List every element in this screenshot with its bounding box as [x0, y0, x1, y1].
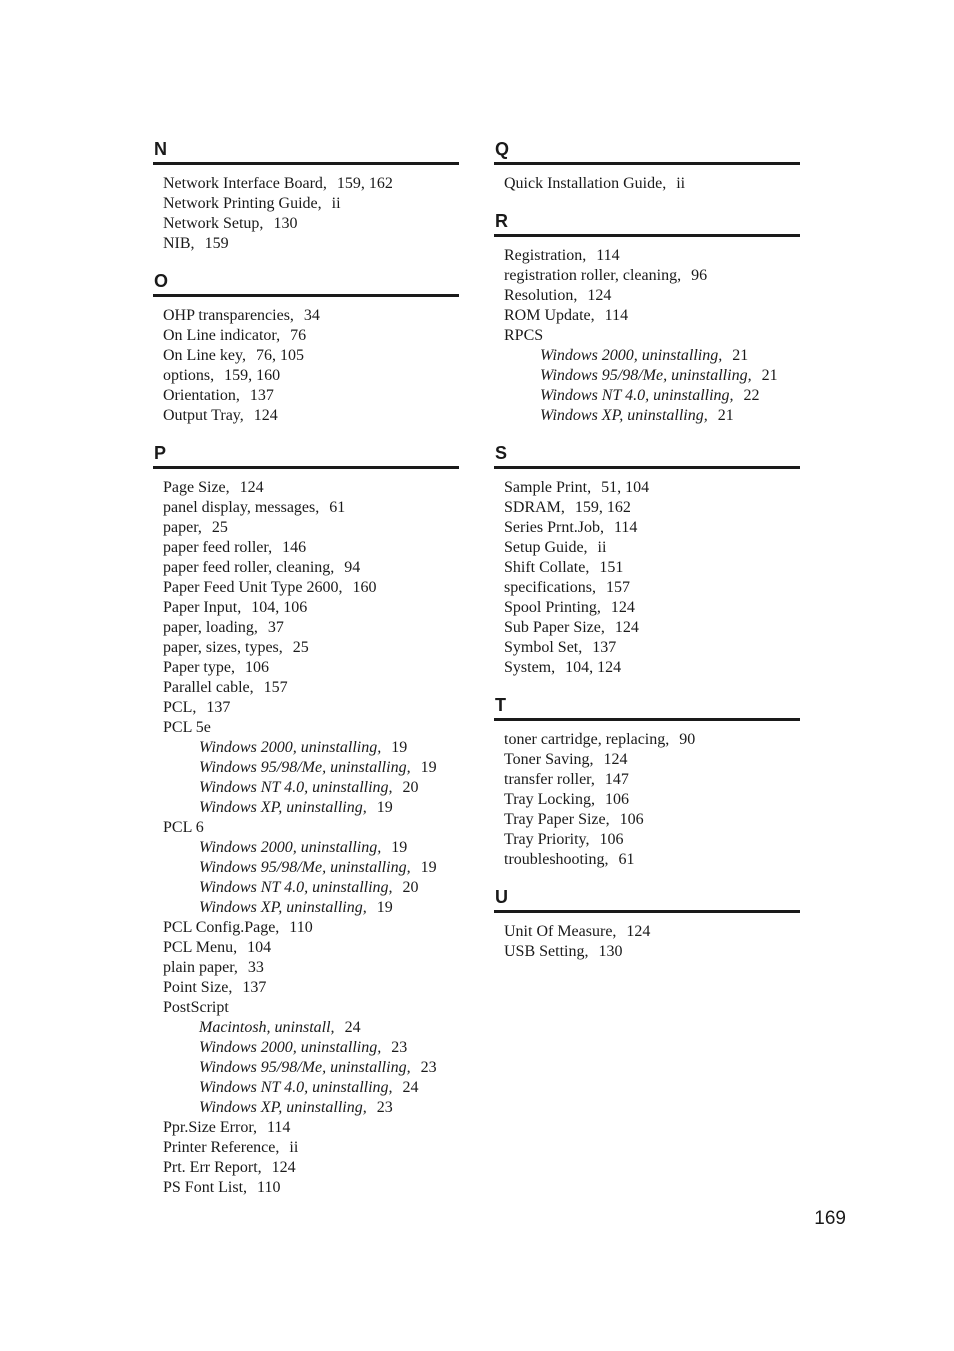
index-subentry: [153, 838, 459, 858]
index-term: paper feed roller, cleaning,: [163, 559, 335, 576]
index-column-right: [494, 138, 800, 978]
index-section: [494, 210, 800, 426]
index-page-ref: 25: [292, 639, 309, 656]
index-term: Windows NT 4.0, uninstalling,: [540, 387, 734, 404]
index-term: Point Size,: [163, 979, 233, 996]
index-entry: [494, 578, 800, 598]
index-subentry: [494, 406, 800, 426]
index-subentry: [153, 1018, 459, 1038]
index-page-ref: 104, 124: [565, 659, 622, 676]
index-page-ref: 51, 104: [601, 479, 650, 496]
index-term: plain paper,: [163, 959, 238, 976]
index-section: [153, 270, 459, 426]
index-entry: [153, 1158, 459, 1178]
index-entry: [153, 478, 459, 498]
index-term: Windows 2000, uninstalling,: [199, 839, 382, 856]
index-entry: [153, 638, 459, 658]
index-subentry: [153, 778, 459, 798]
index-entry: [153, 938, 459, 958]
index-term: Toner Saving,: [504, 751, 594, 768]
index-page-ref: 157: [263, 679, 288, 696]
index-page-ref: 124: [271, 1159, 296, 1176]
index-entry: [153, 386, 459, 406]
index-page-ref: 114: [596, 247, 620, 264]
index-page-ref: 33: [247, 959, 264, 976]
index-term: registration roller, cleaning,: [504, 267, 682, 284]
index-entry-list: [494, 237, 800, 426]
index-entry: [494, 306, 800, 326]
index-page-ref: 19: [391, 839, 408, 856]
index-entry: [494, 598, 800, 618]
index-term: Network Interface Board,: [163, 175, 327, 192]
index-page-ref: 34: [303, 307, 320, 324]
index-page-ref: 23: [376, 1099, 393, 1116]
index-term: Quick Installation Guide,: [504, 175, 667, 192]
index-entry: [153, 818, 459, 838]
index-subentry: [153, 1058, 459, 1078]
index-entry: [153, 998, 459, 1018]
section-letter-heading: R: [494, 210, 800, 237]
index-entry: [494, 790, 800, 810]
index-entry: [153, 1118, 459, 1138]
index-subentry: [494, 346, 800, 366]
index-term: Windows 95/98/Me, uninstalling,: [540, 367, 752, 384]
index-entry: [494, 266, 800, 286]
index-subentry: [153, 858, 459, 878]
index-page-ref: 159: [204, 235, 229, 252]
index-page-ref: 19: [420, 759, 437, 776]
index-entry: [153, 406, 459, 426]
index-term: PS Font List,: [163, 1179, 248, 1196]
index-entry: [153, 234, 459, 254]
index-page-ref: 124: [610, 599, 635, 616]
index-page-ref: 110: [289, 919, 313, 936]
index-page-ref: 90: [679, 731, 696, 748]
index-term: Windows XP, uninstalling,: [199, 799, 367, 816]
index-term: troubleshooting,: [504, 851, 609, 868]
index-term: Windows 95/98/Me, uninstalling,: [199, 759, 411, 776]
index-term: Unit Of Measure,: [504, 923, 617, 940]
index-term: Setup Guide,: [504, 539, 588, 556]
index-page-ref: 106: [599, 831, 624, 848]
index-section: [494, 886, 800, 962]
index-entry: [153, 918, 459, 938]
index-page-ref: 159, 162: [336, 175, 393, 192]
index-term: Ppr.Size Error,: [163, 1119, 258, 1136]
index-term: PCL Menu,: [163, 939, 238, 956]
index-entry: [153, 518, 459, 538]
index-entry: [153, 1178, 459, 1198]
index-term: Tray Paper Size,: [504, 811, 610, 828]
index-term: transfer roller,: [504, 771, 595, 788]
index-entry: [153, 578, 459, 598]
index-section: [153, 442, 459, 1198]
index-page-ref: 124: [603, 751, 628, 768]
index-page-ref: 106: [244, 659, 269, 676]
index-term: System,: [504, 659, 556, 676]
index-page-ref: 76: [290, 327, 307, 344]
index-page-ref: 21: [732, 347, 749, 364]
index-page-ref: 21: [761, 367, 778, 384]
index-entry: [494, 942, 800, 962]
index-term: Sub Paper Size,: [504, 619, 605, 636]
index-term: Windows NT 4.0, uninstalling,: [199, 879, 393, 896]
index-term: OHP transparencies,: [163, 307, 294, 324]
index-term: Symbol Set,: [504, 639, 583, 656]
index-page-ref: 151: [599, 559, 624, 576]
index-entry: [153, 366, 459, 386]
index-term: PostScript: [163, 999, 229, 1016]
index-entry: [494, 830, 800, 850]
index-entry: [494, 498, 800, 518]
index-entry: [153, 978, 459, 998]
index-entry: [153, 958, 459, 978]
index-page-ref: 130: [273, 215, 298, 232]
index-entry-list: [153, 297, 459, 426]
index-entry-list: [494, 913, 800, 962]
index-term: paper feed roller,: [163, 539, 273, 556]
index-entry: [494, 770, 800, 790]
index-term: Resolution,: [504, 287, 578, 304]
index-page-ref: 19: [376, 799, 393, 816]
index-entry: [494, 730, 800, 750]
index-page-ref: 130: [598, 943, 623, 960]
index-subentry: [153, 798, 459, 818]
index-entry-list: [494, 165, 800, 194]
index-term: Prt. Err Report,: [163, 1159, 262, 1176]
index-term: toner cartridge, replacing,: [504, 731, 670, 748]
index-page-ref: 76, 105: [255, 347, 304, 364]
index-subentry: [153, 758, 459, 778]
index-section: [494, 694, 800, 870]
index-entry-list: [494, 721, 800, 870]
index-term: Macintosh, uninstall,: [199, 1019, 335, 1036]
index-term: Windows 2000, uninstalling,: [199, 1039, 382, 1056]
index-page-ref: 20: [402, 879, 419, 896]
index-entry: [494, 478, 800, 498]
index-term: PCL,: [163, 699, 197, 716]
index-page-ref: 24: [402, 1079, 419, 1096]
index-term: Series Prnt.Job,: [504, 519, 604, 536]
index-term: NIB,: [163, 235, 195, 252]
index-entry: [153, 306, 459, 326]
index-term: Sample Print,: [504, 479, 592, 496]
index-term: Windows XP, uninstalling,: [540, 407, 708, 424]
section-letter-heading: T: [494, 694, 800, 721]
index-term: Orientation,: [163, 387, 240, 404]
index-page-ref: 96: [691, 267, 708, 284]
index-page-ref: ii: [597, 539, 607, 556]
index-page-ref: 124: [239, 479, 264, 496]
index-term: Windows NT 4.0, uninstalling,: [199, 779, 393, 796]
index-page-ref: 37: [267, 619, 284, 636]
index-entry: [494, 518, 800, 538]
index-term: Paper Input,: [163, 599, 242, 616]
index-page-ref: 20: [402, 779, 419, 796]
index-term: Paper type,: [163, 659, 235, 676]
index-page-ref: 124: [614, 619, 639, 636]
index-page-ref: 23: [420, 1059, 437, 1076]
index-term: Spool Printing,: [504, 599, 601, 616]
index-term: On Line indicator,: [163, 327, 281, 344]
index-page-ref: 61: [329, 499, 346, 516]
index-page-ref: 114: [614, 519, 638, 536]
index-term: Windows XP, uninstalling,: [199, 899, 367, 916]
index-entry: [153, 498, 459, 518]
index-entry: [153, 718, 459, 738]
index-section: [494, 442, 800, 678]
index-term: Network Setup,: [163, 215, 264, 232]
index-term: paper, loading,: [163, 619, 258, 636]
index-page-ref: 159, 160: [224, 367, 281, 384]
index-section: [153, 138, 459, 254]
index-page-ref: 137: [206, 699, 231, 716]
index-entry: [494, 326, 800, 346]
index-subentry: [153, 898, 459, 918]
section-letter-heading: O: [153, 270, 459, 297]
index-page-ref: 160: [352, 579, 377, 596]
index-page-ref: 106: [619, 811, 644, 828]
index-term: ROM Update,: [504, 307, 595, 324]
index-page-ref: ii: [331, 195, 341, 212]
index-term: Parallel cable,: [163, 679, 254, 696]
index-page-ref: 25: [211, 519, 228, 536]
index-page-ref: 147: [604, 771, 629, 788]
index-entry: [494, 246, 800, 266]
index-page-ref: 19: [420, 859, 437, 876]
index-page-ref: 24: [344, 1019, 361, 1036]
index-entry-list: [153, 469, 459, 1198]
index-entry: [494, 638, 800, 658]
index-term: Windows 95/98/Me, uninstalling,: [199, 859, 411, 876]
index-entry-list: [153, 165, 459, 254]
index-term: paper,: [163, 519, 202, 536]
index-entry: [494, 850, 800, 870]
index-entry: [153, 346, 459, 366]
index-entry: [153, 174, 459, 194]
index-term: Tray Locking,: [504, 791, 595, 808]
index-entry: [153, 194, 459, 214]
index-term: USB Setting,: [504, 943, 589, 960]
index-term: Windows 2000, uninstalling,: [199, 739, 382, 756]
index-term: panel display, messages,: [163, 499, 320, 516]
index-entry: [153, 326, 459, 346]
index-entry: [494, 750, 800, 770]
section-letter-heading: N: [153, 138, 459, 165]
index-subentry: [494, 386, 800, 406]
index-entry: [494, 922, 800, 942]
index-page-ref: 19: [391, 739, 408, 756]
index-entry: [494, 810, 800, 830]
index-page-ref: 157: [605, 579, 630, 596]
index-subentry: [153, 1098, 459, 1118]
index-subentry: [153, 878, 459, 898]
index-entry: [153, 214, 459, 234]
index-term: Registration,: [504, 247, 587, 264]
index-page-ref: 110: [257, 1179, 281, 1196]
index-term: PCL 5e: [163, 719, 211, 736]
index-term: options,: [163, 367, 215, 384]
index-term: Printer Reference,: [163, 1139, 280, 1156]
index-term: On Line key,: [163, 347, 246, 364]
index-page-ref: ii: [289, 1139, 299, 1156]
index-entry: [153, 658, 459, 678]
index-page-ref: 61: [618, 851, 635, 868]
index-page-ref: 159, 162: [574, 499, 631, 516]
index-term: Windows 95/98/Me, uninstalling,: [199, 1059, 411, 1076]
index-page-ref: 137: [249, 387, 274, 404]
index-subentry: [153, 1038, 459, 1058]
index-term: Network Printing Guide,: [163, 195, 322, 212]
index-page-ref: 124: [253, 407, 278, 424]
index-page-ref: ii: [676, 175, 686, 192]
index-entry: [153, 1138, 459, 1158]
index-page-ref: 137: [242, 979, 267, 996]
index-term: Shift Collate,: [504, 559, 590, 576]
index-term: SDRAM,: [504, 499, 565, 516]
section-letter-heading: Q: [494, 138, 800, 165]
index-entry: [153, 538, 459, 558]
index-entry: [153, 678, 459, 698]
index-term: PCL 6: [163, 819, 204, 836]
index-term: PCL Config.Page,: [163, 919, 280, 936]
index-term: RPCS: [504, 327, 544, 344]
index-entry: [494, 538, 800, 558]
index-term: Tray Priority,: [504, 831, 590, 848]
index-term: Windows XP, uninstalling,: [199, 1099, 367, 1116]
index-subentry: [494, 366, 800, 386]
index-term: Page Size,: [163, 479, 230, 496]
index-term: Windows NT 4.0, uninstalling,: [199, 1079, 393, 1096]
index-page-ref: 124: [587, 287, 612, 304]
index-page-ref: 146: [282, 539, 307, 556]
section-letter-heading: U: [494, 886, 800, 913]
index-page-ref: 114: [604, 307, 629, 324]
index-entry-list: [494, 469, 800, 678]
index-subentry: [153, 1078, 459, 1098]
index-entry: [494, 618, 800, 638]
index-term: Output Tray,: [163, 407, 244, 424]
index-page-ref: 22: [743, 387, 760, 404]
index-term: Windows 2000, uninstalling,: [540, 347, 723, 364]
index-column-left: [153, 138, 459, 1214]
index-entry: [153, 618, 459, 638]
index-subentry: [153, 738, 459, 758]
index-page-ref: 137: [592, 639, 617, 656]
index-page-ref: 23: [391, 1039, 408, 1056]
index-page-ref: 104: [247, 939, 272, 956]
index-term: Paper Feed Unit Type 2600,: [163, 579, 343, 596]
index-page-ref: 19: [376, 899, 393, 916]
index-entry: [153, 598, 459, 618]
index-entry: [494, 558, 800, 578]
index-entry: [153, 698, 459, 718]
section-letter-heading: S: [494, 442, 800, 469]
index-page-ref: 21: [717, 407, 734, 424]
index-entry: [494, 286, 800, 306]
index-page-ref: 106: [604, 791, 629, 808]
index-section: [494, 138, 800, 194]
index-term: paper, sizes, types,: [163, 639, 283, 656]
section-letter-heading: P: [153, 442, 459, 469]
index-page-ref: 94: [344, 559, 361, 576]
index-entry: [494, 174, 800, 194]
index-term: specifications,: [504, 579, 596, 596]
index-page-ref: 124: [626, 923, 651, 940]
index-entry: [494, 658, 800, 678]
page-number: 169: [814, 1208, 846, 1229]
index-entry: [153, 558, 459, 578]
index-page-ref: 104, 106: [251, 599, 308, 616]
index-page-ref: 114: [267, 1119, 291, 1136]
